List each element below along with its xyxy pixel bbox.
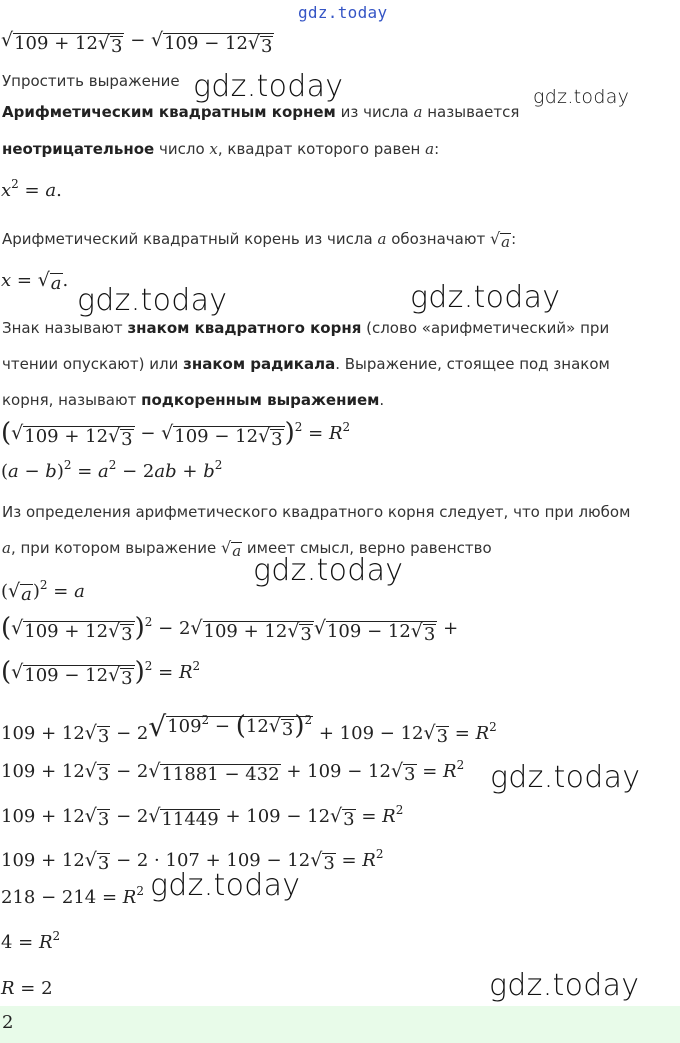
watermark: gdz.today [533, 86, 630, 108]
identity-line-1: Из определения арифметического квадратного корня следует, что при любом [2, 503, 631, 521]
watermark: gdz.today [193, 69, 344, 104]
task-label: Упростить выражение [2, 72, 180, 90]
formula-binomial: $(a - b)^2 = a^2 - 2ab + b^2$ [1, 458, 223, 482]
radical-line-2: чтении опускают) или знаком радикала. Выражение, стоящее под знаком [2, 355, 610, 373]
formula-root-squared: ( √ a )$^2$ = a [1, 578, 85, 605]
formula-expansion-1: ( √ 109 + 12 √ 3 )$^2$ − 2 √ 109 + 12 √ 3 √ 109 − 12 √ 3 + [1, 613, 459, 645]
watermark: gdz.today [298, 3, 388, 22]
radical-line-1: Знак называют знаком квадратного корня (слово «арифметический» при [2, 319, 610, 337]
formula-step-6: $4 = R^2$ [1, 929, 61, 953]
formula-square-equation: ( √ 109 + 12 √ 3 − √ 109 − 12 √ 3 )$^2 = R^2$ [1, 418, 351, 450]
task-expression: √ 109 + 12 √ 3 − √ 109 − 12 √ 3 [1, 29, 273, 57]
formula-step-5: $218 - 214 = R^2$ [1, 884, 144, 908]
watermark: gdz.today [77, 283, 228, 318]
formula-x-root: x = √ a . [1, 269, 69, 294]
definition-line-1: Арифметическим квадратным корнем из числа a называется [2, 103, 520, 121]
watermark: gdz.today [253, 553, 404, 588]
watermark: gdz.today [150, 868, 301, 903]
formula-step-1: 109 + 12 √ 3 − 2 √ $109^2 - (12$ √ 3 )$^2$ + 109 − 12 √ 3 = $R^2$ [1, 710, 497, 747]
answer-bar [0, 1006, 680, 1043]
formula-step-3: 109 + 12 √ 3 − 2 √ 11449 + 109 − 12 √ 3 = $R^2$ [1, 803, 404, 830]
watermark: gdz.today [489, 968, 640, 1003]
formula-x-squared: $x^2 = a$. [1, 177, 62, 201]
formula-step-2: 109 + 12 √ 3 − 2 √ 11881 − 432 + 109 − 12 √ 3 = $R^2$ [1, 758, 465, 785]
formula-expansion-2: ( √ 109 − 12 √ 3 )$^2 = R^2$ [1, 657, 201, 689]
definition-line-2: неотрицательное число x, квадрат которого равен a: [2, 140, 440, 158]
watermark: gdz.today [490, 760, 641, 795]
identity-line-2: a, при котором выражение √ a имеет смысл, верно равенство [2, 538, 492, 560]
radical-line-3: корня, называют подкоренным выражением. [2, 391, 385, 409]
answer-value: 2 [2, 1012, 14, 1033]
notation-line: Арифметический квадратный корень из числа a обозначают √ a : [2, 229, 517, 251]
formula-step-4: 109 + 12 √ 3 − 2 · 107 + 109 − 12 √ 3 = $R^2$ [1, 847, 384, 874]
formula-result: R = 2 [1, 978, 53, 999]
watermark: gdz.today [410, 280, 561, 315]
